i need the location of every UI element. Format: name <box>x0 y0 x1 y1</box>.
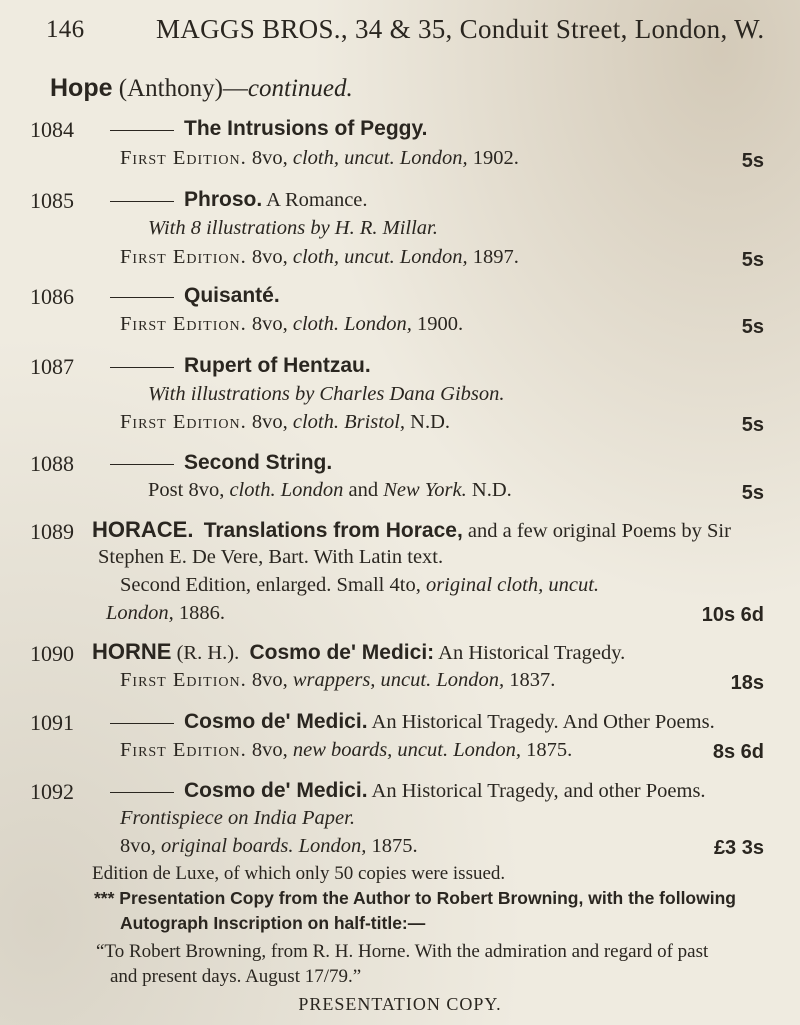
ditto-dash <box>110 464 174 465</box>
entry-title-line: Cosmo de' Medici. An Historical Tragedy. And Other Poems. <box>100 711 715 733</box>
entry-number: 1088 <box>30 451 74 476</box>
entry-number: 1085 <box>30 188 74 213</box>
entry-price: 5s <box>741 316 764 338</box>
publisher-running-head: MAGGS BROS., 34 & 35, Conduit Street, London, W. <box>156 14 765 44</box>
ditto-dash <box>110 297 174 298</box>
entry-detail-line: First Edition. 8vo, cloth. London, 1900. <box>120 313 464 335</box>
ditto-dash <box>110 723 174 724</box>
page-header <box>46 10 765 54</box>
entry-number: 1091 <box>30 710 74 735</box>
page-number: 146 <box>46 16 85 43</box>
entry-title-line: Phroso. A Romance. <box>100 189 368 211</box>
entry-detail-line: 8vo, original boards. London, 1875. <box>120 835 418 857</box>
ditto-dash <box>110 367 174 368</box>
entry-detail-line: Second Edition, enlarged. Small 4to, original cloth, uncut. <box>120 574 600 596</box>
entry-note: “To Robert Browning, from R. H. Horne. With the admiration and regard of past <box>96 941 709 962</box>
author-heading <box>50 74 353 103</box>
entry-illustrations-line: With 8 illustrations by H. R. Millar. <box>148 217 438 239</box>
entry-title-line: Rupert of Hentzau. <box>100 355 371 377</box>
entry-note: Autograph Inscription on half-title:— <box>120 913 426 933</box>
entry-note: Edition de Luxe, of which only 50 copies were issued. <box>92 863 506 884</box>
entry-detail-line: First Edition. 8vo, cloth, uncut. London, 1897. <box>120 246 519 268</box>
entry-number: 1086 <box>30 284 74 309</box>
entry-number: 1084 <box>30 117 74 142</box>
section-heading: PRESENTATION COPY. <box>298 994 502 1014</box>
ditto-dash <box>110 201 174 202</box>
entry-number: 1087 <box>30 354 74 379</box>
entry-price: £3 3s <box>713 837 764 859</box>
entry-detail-line: First Edition. 8vo, cloth. Bristol, N.D. <box>120 411 451 433</box>
entry-title-line: Quisanté. <box>100 285 280 307</box>
entry-title-line: HORACE. Translations from Horace, and a few original Poems by Sir <box>92 517 731 542</box>
entry-imprint-line: London, 1886. <box>106 602 226 624</box>
author-name: Hope <box>50 74 113 102</box>
entry-price: 18s <box>730 672 764 694</box>
entry-line: Stephen E. De Vere, Bart. With Latin text. <box>98 546 444 568</box>
entry-title-line <box>100 118 427 140</box>
continued-label: continued. <box>247 75 353 102</box>
author-name-rest: (Anthony)— <box>112 75 248 102</box>
entry-frontispiece-line: Frontispiece on India Paper. <box>120 807 355 829</box>
entry-illustrations-line: With illustrations by Charles Dana Gibson. <box>148 383 505 405</box>
entry-price: 5s <box>741 150 764 172</box>
entry-title-line: HORNE (R. H.). Cosmo de' Medici: An Historical Tragedy. <box>92 639 626 664</box>
entry-detail-line: First Edition. 8vo, wrappers, uncut. London, 1837. <box>120 669 556 691</box>
entry-number: 1089 <box>30 519 74 544</box>
entry-title-line: Cosmo de' Medici. An Historical Tragedy, and other Poems. <box>100 780 706 802</box>
ditto-dash <box>110 792 174 793</box>
entry-price: 5s <box>741 482 764 504</box>
entry-price: 10s 6d <box>701 604 764 626</box>
entry-note: *** Presentation Copy from the Author to Robert Browning, with the following <box>94 888 736 908</box>
entry-price: 8s 6d <box>712 741 764 763</box>
entry-number: 1090 <box>30 641 74 666</box>
entry-title-line: Second String. <box>100 452 332 474</box>
ditto-dash <box>110 130 174 131</box>
entry-price: 5s <box>741 249 764 271</box>
entry-detail-line: Post 8vo, cloth. London and New York. N.D. <box>148 479 512 501</box>
entry-title: The Intrusions of Peggy. <box>184 117 428 140</box>
entry-price: 5s <box>741 414 764 436</box>
entry-detail-line: First Edition. 8vo, new boards, uncut. London, 1875. <box>120 739 573 761</box>
entry-note: and present days. August 17/79.” <box>110 966 362 987</box>
entry-detail-line: First Edition. 8vo, cloth, uncut. London, 1902. <box>120 147 519 169</box>
entry-number: 1092 <box>30 779 74 804</box>
